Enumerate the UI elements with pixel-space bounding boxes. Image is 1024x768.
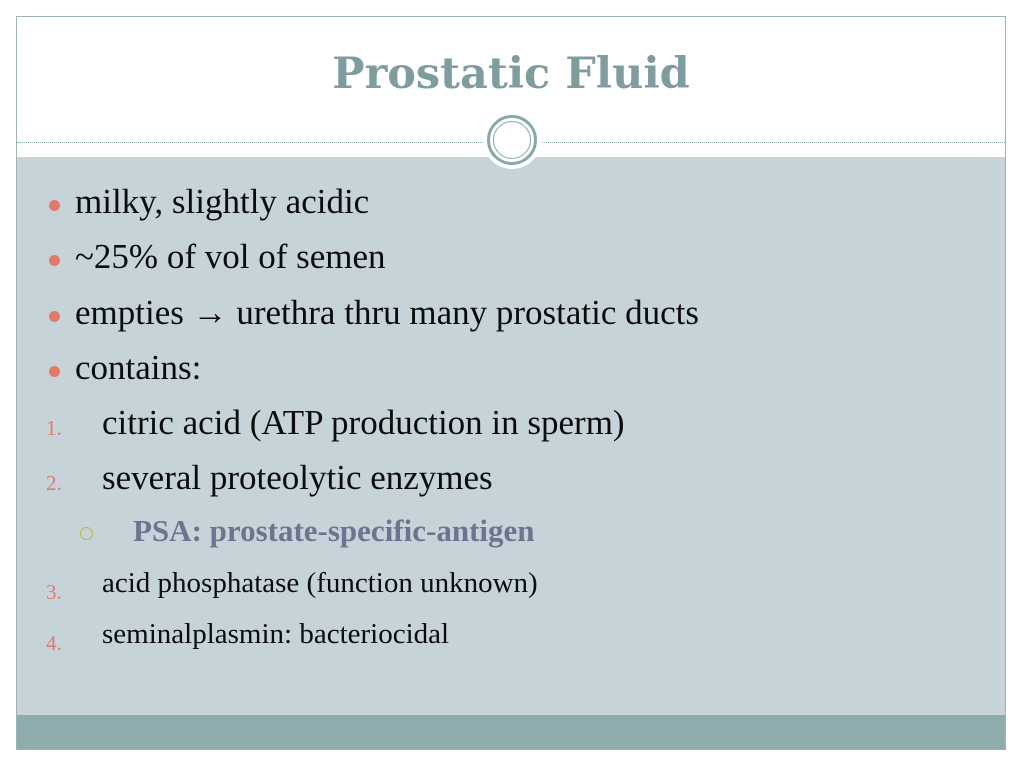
footer-bar <box>17 715 1005 750</box>
item-number: 3. <box>46 580 62 604</box>
slide <box>16 16 1006 750</box>
bullet-text: milky, slightly acidic <box>75 182 370 221</box>
content-area <box>17 157 1005 715</box>
bullet-dot-icon <box>49 200 60 211</box>
hollow-circle-icon <box>80 527 93 540</box>
item-number: 2. <box>46 471 62 495</box>
numbered-text: citric acid (ATP production in sperm) <box>102 403 625 442</box>
numbered-text: several proteolytic enzymes <box>102 458 493 497</box>
bullet-text: empties → urethra thru many prostatic ducts <box>75 293 700 332</box>
bullet-dot-icon <box>49 366 60 377</box>
bullet-text: ~25% of vol of semen <box>75 237 386 276</box>
item-number: 4. <box>46 631 62 655</box>
numbered-text: seminalplasmin: bacteriocidal <box>102 618 450 650</box>
item-number: 1. <box>46 416 62 440</box>
medallion-inner-ring <box>493 121 531 159</box>
bullet-text: contains: <box>75 348 202 387</box>
numbered-text: acid phosphatase (function unknown) <box>102 567 538 599</box>
bullet-dot-icon <box>49 255 60 266</box>
slide-title: Prostatic Fluid <box>332 49 690 99</box>
bullet-dot-icon <box>49 311 60 322</box>
sub-bullet-text: PSA: prostate-specific-antigen <box>133 513 535 548</box>
